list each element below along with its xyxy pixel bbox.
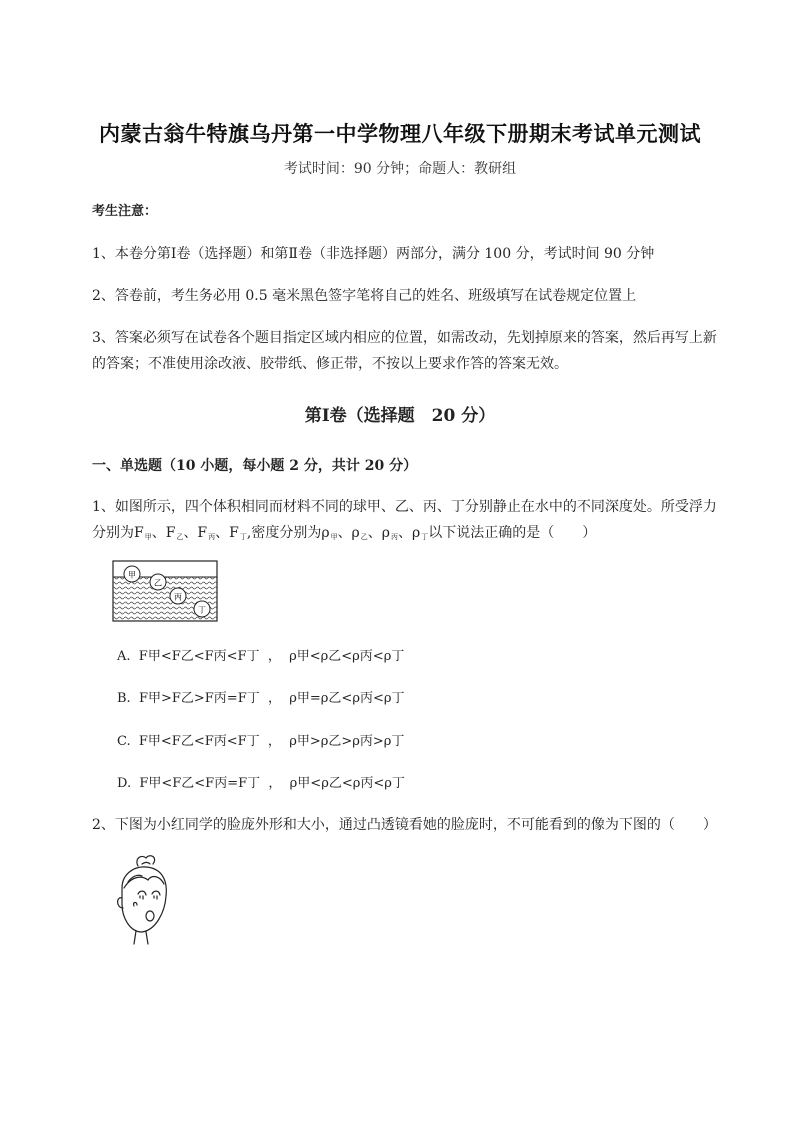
option-d-force: F甲<F乙<F丙=F丁 <box>139 776 261 791</box>
svg-text:丁: 丁 <box>198 605 206 615</box>
q2-text: 2、下图为小红同学的脸庞外形和大小，通过凸透镜看她的脸庞时，不可能看到的像为下图的（ ） <box>92 817 717 833</box>
mouth <box>146 911 154 921</box>
q1-option-a[interactable]: A. F甲<F乙<F丙<F丁 ， ρ甲<ρ乙<ρ丙<ρ丁 <box>117 649 405 664</box>
option-c-force: F甲<F乙<F丙<F丁 <box>138 734 260 749</box>
option-b-density: ρ甲=ρ乙<ρ丙<ρ丁 <box>289 691 405 706</box>
notice-item-1: 1、本卷分第Ⅰ卷（选择题）和第Ⅱ卷（非选择题）两部分，满分 100 分，考试时间 90 分钟 <box>92 246 655 262</box>
option-c-density: ρ甲>ρ乙>ρ丙>ρ丁 <box>289 734 405 749</box>
option-a-density: ρ甲<ρ乙<ρ丙<ρ丁 <box>289 649 405 664</box>
section-title: 第Ⅰ卷（选择题 20 分） <box>304 406 496 426</box>
option-a-force: F甲<F乙<F丙<F丁 <box>138 649 260 664</box>
q1-tank-figure <box>112 560 218 622</box>
option-d-density: ρ甲<ρ乙<ρ丙<ρ丁 <box>289 776 405 791</box>
q1-text-line1: 1、如图所示，四个体积相同而材料不同的球甲、乙、丙、丁分别静止在水中的不同深度处。所受浮力 <box>92 499 717 515</box>
exam-subtitle: 考试时间：90 分钟；命题人：教研组 <box>283 161 517 177</box>
notice-heading: 考生注意： <box>92 204 158 219</box>
notice-item-3-cont: 的答案；不准使用涂改液、胶带纸、修正带，不按以上要求作答的答案无效。 <box>92 356 568 372</box>
right-eye <box>152 891 160 895</box>
notice-item-3: 3、答案必须写在试卷各个题目指定区域内相应的位置，如需改动，先划掉原来的答案，然后再写上新 <box>92 330 717 346</box>
ball-yi <box>150 574 166 590</box>
ball-ding <box>194 601 210 617</box>
hair-bun <box>137 856 155 866</box>
svg-text:甲: 甲 <box>128 570 136 580</box>
svg-text:乙: 乙 <box>154 578 162 588</box>
hair-fringe <box>124 877 164 888</box>
ball-jia <box>124 566 140 582</box>
left-eye <box>138 891 146 895</box>
part-heading: 一、单选题（10 小题，每小题 2 分，共计 20 分） <box>92 458 418 474</box>
notice-item-2: 2、答卷前，考生务必用 0.5 毫米黑色签字笔将自己的姓名、班级填写在试卷规定位置上 <box>92 288 637 304</box>
neck <box>134 931 148 944</box>
ball-bing <box>170 588 186 604</box>
option-b-force: F甲>F乙>F丙=F丁 <box>138 691 260 706</box>
q1-text-line2: 分别为$F_甲$、$F_乙$、$F_丙$、$F_丁$,密度分别为$\rho_甲$、$\rho_乙$、$\rho_丙$、$\rho_丁$以下说法正确的是（ ） <box>92 525 597 541</box>
q1-option-d[interactable]: D. F甲<F乙<F丙=F丁 ， ρ甲<ρ乙<ρ丙<ρ丁 <box>117 776 405 791</box>
exam-title: 内蒙古翁牛特旗乌丹第一中学物理八年级下册期末考试单元测试 <box>99 121 701 146</box>
q1-option-c[interactable]: C. F甲<F乙<F丙<F丁 ， ρ甲>ρ乙>ρ丙>ρ丁 <box>117 734 405 749</box>
svg-text:丙: 丙 <box>174 592 182 602</box>
q2-face-figure <box>112 852 176 948</box>
q1-option-b[interactable]: B. F甲>F乙>F丙=F丁 ， ρ甲=ρ乙<ρ丙<ρ丁 <box>117 691 405 706</box>
face-outline <box>122 867 166 932</box>
